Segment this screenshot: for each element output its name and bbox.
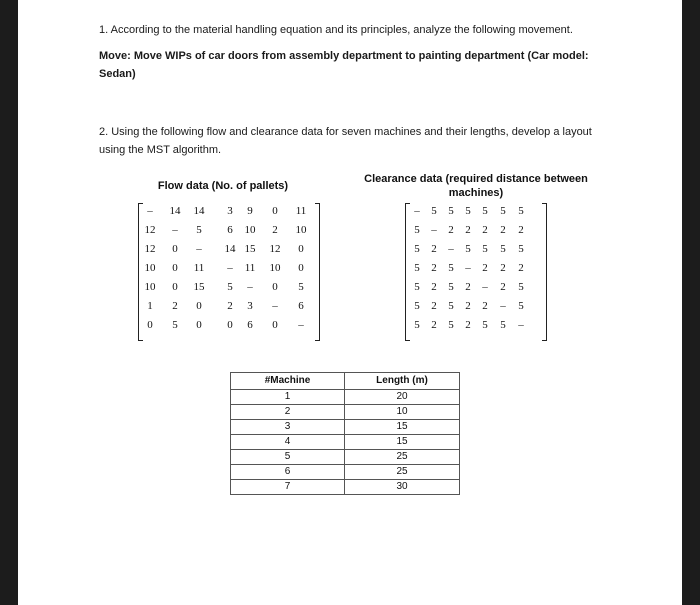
machine-id: 7 (231, 480, 345, 495)
clearance-cell: 2 (431, 281, 437, 293)
flow-cell: – (172, 224, 178, 236)
question-1: 1. According to the material handling equation and its principles, analyze the following movement. (99, 24, 573, 36)
flow-cell: 14 (224, 243, 236, 255)
flow-cell: 10 (144, 281, 156, 293)
flow-cell: 11 (244, 262, 256, 274)
flow-cell: 9 (247, 205, 253, 217)
clearance-cell: – (482, 281, 488, 293)
clearance-cell: 2 (465, 300, 471, 312)
flow-cell: 10 (144, 262, 156, 274)
flow-cell: 10 (295, 224, 307, 236)
machine-id: 2 (231, 405, 345, 420)
clearance-matrix (405, 201, 547, 343)
table-row (231, 405, 460, 420)
clearance-cell: 5 (500, 205, 506, 217)
flow-cell: 0 (298, 262, 304, 274)
clearance-cell: 5 (465, 205, 471, 217)
machine-id: 4 (231, 435, 345, 450)
machine-length: 15 (345, 435, 460, 450)
clearance-cell: 5 (414, 224, 420, 236)
flow-cell: 10 (244, 224, 256, 236)
flow-cell: 0 (172, 281, 178, 293)
table-row (231, 480, 460, 495)
clearance-cell: 5 (414, 319, 420, 331)
flow-cell: 6 (227, 224, 233, 236)
clearance-cell: 2 (431, 262, 437, 274)
flow-cell: – (147, 205, 153, 217)
clearance-cell: 2 (465, 319, 471, 331)
machine-length: 10 (345, 405, 460, 420)
flow-cell: 0 (272, 205, 278, 217)
clearance-cell: – (448, 243, 454, 255)
clearance-cell: 5 (482, 205, 488, 217)
clearance-cell: 2 (482, 300, 488, 312)
machine-length: 25 (345, 450, 460, 465)
clearance-cell: – (500, 300, 506, 312)
clearance-cell: 5 (448, 262, 454, 274)
machine-id: 5 (231, 450, 345, 465)
machine-id: 6 (231, 465, 345, 480)
move-description-line-1: Move: Move WIPs of car doors from assembly department to painting department (Car model: (99, 50, 589, 62)
flow-cell: – (298, 319, 304, 331)
flow-cell: 6 (247, 319, 253, 331)
flow-cell: – (247, 281, 253, 293)
machine-column-header: #Machine (231, 373, 345, 390)
clearance-cell: 2 (431, 319, 437, 331)
clearance-cell: 5 (500, 319, 506, 331)
machine-id: 3 (231, 420, 345, 435)
clearance-cell: 2 (518, 262, 524, 274)
flow-cell: 5 (196, 224, 202, 236)
clearance-row (405, 317, 547, 333)
clearance-cell: 5 (518, 281, 524, 293)
clearance-cell: – (465, 262, 471, 274)
clearance-cell: 5 (414, 300, 420, 312)
table-row (231, 450, 460, 465)
flow-cell: 0 (227, 319, 233, 331)
clearance-cell: 2 (518, 224, 524, 236)
clearance-cell: 5 (448, 281, 454, 293)
flow-cell: 15 (193, 281, 205, 293)
document-page (18, 0, 682, 605)
clearance-cell: 2 (448, 224, 454, 236)
clearance-cell: 5 (414, 262, 420, 274)
flow-cell: 11 (193, 262, 205, 274)
flow-row (138, 203, 320, 219)
flow-cell: 11 (295, 205, 307, 217)
flow-cell: 1 (147, 300, 153, 312)
clearance-cell: – (518, 319, 524, 331)
flow-cell: 0 (172, 243, 178, 255)
flow-cell: 2 (272, 224, 278, 236)
question-2-line-2: using the MST algorithm. (99, 144, 222, 156)
clearance-cell: 5 (431, 205, 437, 217)
clearance-row (405, 279, 547, 295)
clearance-cell: 5 (482, 243, 488, 255)
question-2-line-1: 2. Using the following flow and clearance data for seven machines and their lengths, develop a layout (99, 126, 592, 138)
move-description-line-2: Sedan) (99, 68, 136, 80)
table-row (231, 420, 460, 435)
flow-cell: 12 (269, 243, 281, 255)
flow-cell: 0 (196, 300, 202, 312)
clearance-cell: 5 (500, 243, 506, 255)
clearance-cell: 2 (431, 243, 437, 255)
flow-cell: 3 (247, 300, 253, 312)
clearance-cell: – (414, 205, 420, 217)
machine-length: 25 (345, 465, 460, 480)
flow-row (138, 317, 320, 333)
clearance-cell: 5 (448, 319, 454, 331)
clearance-cell: 5 (448, 205, 454, 217)
flow-row (138, 260, 320, 276)
table-row (231, 390, 460, 405)
clearance-row (405, 298, 547, 314)
clearance-cell: 2 (482, 224, 488, 236)
flow-cell: 0 (147, 319, 153, 331)
clearance-cell: 2 (465, 224, 471, 236)
length-column-header: Length (m) (345, 373, 460, 390)
flow-cell: 0 (196, 319, 202, 331)
flow-cell: 5 (172, 319, 178, 331)
machine-id: 1 (231, 390, 345, 405)
clearance-row (405, 203, 547, 219)
clearance-row (405, 260, 547, 276)
clearance-cell: 5 (465, 243, 471, 255)
flow-row (138, 241, 320, 257)
flow-cell: 3 (227, 205, 233, 217)
table-row (231, 465, 460, 480)
flow-row (138, 298, 320, 314)
clearance-cell: – (431, 224, 437, 236)
flow-cell: 14 (169, 205, 181, 217)
flow-row (138, 279, 320, 295)
clearance-cell: 2 (431, 300, 437, 312)
flow-cell: 15 (244, 243, 256, 255)
clearance-cell: 2 (500, 224, 506, 236)
flow-cell: – (227, 262, 233, 274)
flow-cell: 0 (172, 262, 178, 274)
clearance-cell: 5 (414, 281, 420, 293)
clearance-cell: 5 (448, 300, 454, 312)
flow-cell: 12 (144, 224, 156, 236)
flow-cell: – (272, 300, 278, 312)
flow-cell: 12 (144, 243, 156, 255)
flow-row (138, 222, 320, 238)
clearance-cell: 2 (500, 262, 506, 274)
clearance-cell: 2 (465, 281, 471, 293)
flow-cell: – (196, 243, 202, 255)
flow-cell: 6 (298, 300, 304, 312)
flow-cell: 2 (227, 300, 233, 312)
clearance-row (405, 222, 547, 238)
machine-length: 15 (345, 420, 460, 435)
flow-cell: 10 (269, 262, 281, 274)
clearance-title-line-1: Clearance data (required distance between (364, 173, 588, 185)
machine-length: 30 (345, 480, 460, 495)
machine-length-table (230, 372, 460, 495)
table-row (231, 435, 460, 450)
flow-cell: 0 (298, 243, 304, 255)
clearance-cell: 5 (518, 300, 524, 312)
flow-data-title: Flow data (No. of pallets) (157, 180, 289, 192)
clearance-title-line-2: machines) (448, 187, 504, 199)
flow-cell: 5 (227, 281, 233, 293)
clearance-cell: 2 (500, 281, 506, 293)
clearance-cell: 5 (482, 319, 488, 331)
flow-cell: 14 (193, 205, 205, 217)
flow-matrix (138, 201, 320, 343)
clearance-cell: 5 (518, 243, 524, 255)
clearance-row (405, 241, 547, 257)
clearance-cell: 2 (482, 262, 488, 274)
clearance-cell: 5 (414, 243, 420, 255)
flow-cell: 2 (172, 300, 178, 312)
flow-cell: 0 (272, 281, 278, 293)
machine-length: 20 (345, 390, 460, 405)
flow-cell: 0 (272, 319, 278, 331)
clearance-cell: 5 (518, 205, 524, 217)
flow-cell: 5 (298, 281, 304, 293)
